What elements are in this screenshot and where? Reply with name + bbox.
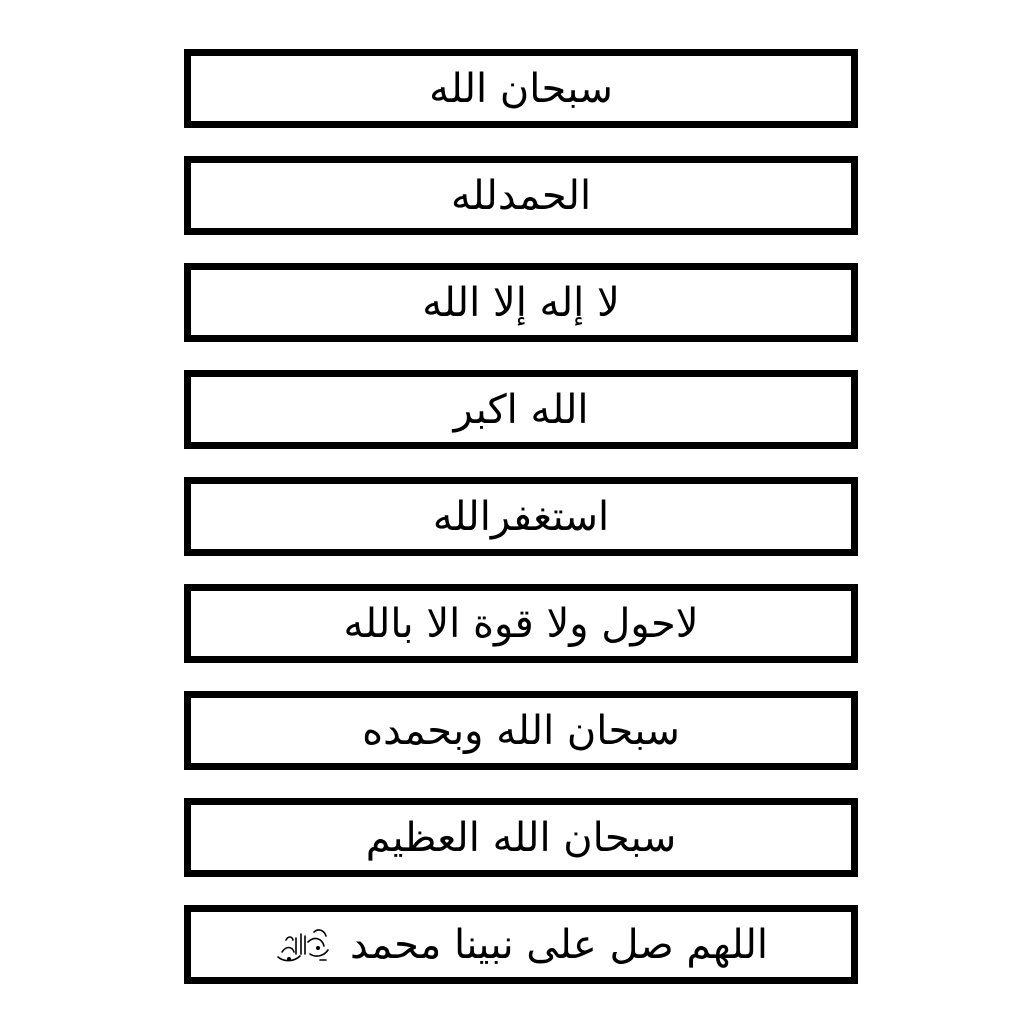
dhikr-box-hawqala (184, 584, 858, 663)
dhikr-box-istighfar (184, 477, 858, 556)
dhikr-text: سبحان الله (429, 65, 613, 112)
dhikr-box-takbir (184, 370, 858, 449)
dhikr-text: سبحان الله وبحمده (362, 707, 680, 754)
salawat-calligraphy-icon (274, 924, 332, 966)
dhikr-text: لا إله إلا الله (422, 279, 620, 326)
dhikr-text: استغفرالله (432, 493, 610, 540)
dhikr-text: الحمدلله (450, 172, 592, 219)
dhikr-text: لاحول ولا قوة الا بالله (343, 600, 699, 647)
dhikr-box-alhamdulillah (184, 156, 858, 235)
dhikr-box-subhanallah (184, 49, 858, 128)
dhikr-text: سبحان الله العظيم (365, 814, 677, 861)
dhikr-box-subhanallah-wabihamdihi (184, 691, 858, 770)
dhikr-box-tahlil (184, 263, 858, 342)
dhikr-box-salawat (184, 905, 858, 984)
dhikr-text: اللهم صل على نبينا محمد (349, 921, 769, 968)
dhikr-box-subhanallah-al-azim (184, 798, 858, 877)
dhikr-list (184, 49, 858, 984)
dhikr-text: الله اكبر (453, 386, 589, 433)
